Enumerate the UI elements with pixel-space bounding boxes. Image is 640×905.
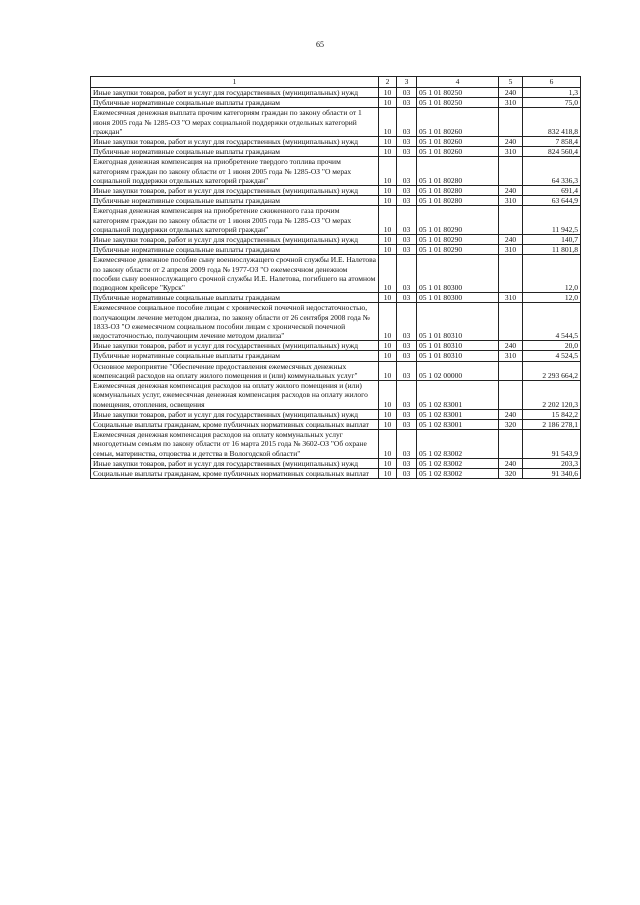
table-row	[91, 381, 581, 410]
table-row	[91, 108, 581, 137]
row-expense-type: 240	[499, 88, 523, 98]
row-name: Ежегодная денежная компенсация на приобретение твердого топлива прочим категориям граждан по закону области от 1 июня 2005 года № 1285-ОЗ "О мерах социальной поддержки отдельных категорий граждан"	[91, 157, 379, 186]
table-header-row	[91, 77, 581, 88]
table-row	[91, 196, 581, 206]
row-target-code: 05 1 01 80280	[417, 196, 499, 206]
row-sum: 2 293 664,2	[523, 361, 581, 380]
row-expense-type: 240	[499, 186, 523, 196]
page-number: 65	[316, 40, 324, 49]
header-col-target-code: 4	[417, 77, 499, 88]
header-col-name: 1	[91, 77, 379, 88]
table-row	[91, 98, 581, 108]
row-subchapter: 03	[397, 235, 417, 245]
table-row	[91, 419, 581, 429]
table-row	[91, 430, 581, 459]
row-chapter: 10	[379, 468, 397, 478]
row-target-code: 05 1 01 80310	[417, 303, 499, 341]
row-subchapter: 03	[397, 303, 417, 341]
table-row	[91, 468, 581, 478]
row-target-code: 05 1 01 80250	[417, 88, 499, 98]
row-chapter: 10	[379, 255, 397, 293]
row-sum: 140,7	[523, 235, 581, 245]
row-subchapter: 03	[397, 341, 417, 351]
row-chapter: 10	[379, 458, 397, 468]
row-chapter: 10	[379, 351, 397, 361]
row-expense-type	[499, 255, 523, 293]
row-target-code: 05 1 01 80280	[417, 157, 499, 186]
table-row	[91, 147, 581, 157]
header-col-sum: 6	[523, 77, 581, 88]
row-subchapter: 03	[397, 458, 417, 468]
row-subchapter: 03	[397, 88, 417, 98]
row-target-code: 05 1 02 83002	[417, 468, 499, 478]
row-expense-type: 240	[499, 137, 523, 147]
row-name: Иные закупки товаров, работ и услуг для государственных (муниципальных) нужд	[91, 235, 379, 245]
row-chapter: 10	[379, 108, 397, 137]
row-chapter: 10	[379, 157, 397, 186]
row-target-code: 05 1 02 83002	[417, 430, 499, 459]
row-subchapter: 03	[397, 137, 417, 147]
row-sum: 91 340,6	[523, 468, 581, 478]
table-row	[91, 186, 581, 196]
table-row	[91, 351, 581, 361]
row-sum: 15 842,2	[523, 409, 581, 419]
row-target-code: 05 1 01 80280	[417, 186, 499, 196]
row-name: Публичные нормативные социальные выплаты гражданам	[91, 147, 379, 157]
row-target-code: 05 1 01 80260	[417, 108, 499, 137]
table-row	[91, 293, 581, 303]
row-name: Ежемесячное денежное пособие сыну военнослужащего срочной службы И.Е. Налетова по закону области от 2 апреля 2009 года № 1977-ОЗ "О ежемесячном денежном пособии сыну военнослужащего срочной службы И.Е. Налетова, погибшего на атомном подводном крейсере "Курск"	[91, 255, 379, 293]
row-name: Основное мероприятие "Обеспечение предоставления ежемесячных денежных компенсаций расходов на оплату жилого помещения и (или) коммунальных услуг"	[91, 361, 379, 380]
row-name: Публичные нормативные социальные выплаты гражданам	[91, 98, 379, 108]
row-chapter: 10	[379, 293, 397, 303]
row-expense-type	[499, 206, 523, 235]
row-name: Иные закупки товаров, работ и услуг для государственных (муниципальных) нужд	[91, 409, 379, 419]
budget-table	[90, 76, 581, 479]
row-chapter: 10	[379, 419, 397, 429]
table-row	[91, 245, 581, 255]
row-name: Иные закупки товаров, работ и услуг для государственных (муниципальных) нужд	[91, 137, 379, 147]
row-sum: 63 644,9	[523, 196, 581, 206]
row-name: Иные закупки товаров, работ и услуг для государственных (муниципальных) нужд	[91, 186, 379, 196]
row-subchapter: 03	[397, 381, 417, 410]
row-target-code: 05 1 01 80250	[417, 98, 499, 108]
table-row	[91, 235, 581, 245]
row-chapter: 10	[379, 245, 397, 255]
row-expense-type: 240	[499, 409, 523, 419]
row-sum: 4 544,5	[523, 303, 581, 341]
row-target-code: 05 1 01 80290	[417, 245, 499, 255]
table-row	[91, 88, 581, 98]
row-sum: 2 202 120,3	[523, 381, 581, 410]
row-name: Публичные нормативные социальные выплаты гражданам	[91, 196, 379, 206]
row-sum: 824 560,4	[523, 147, 581, 157]
row-expense-type: 310	[499, 245, 523, 255]
row-sum: 1,3	[523, 88, 581, 98]
row-expense-type: 240	[499, 458, 523, 468]
row-sum: 11 942,5	[523, 206, 581, 235]
row-target-code: 05 1 02 83001	[417, 409, 499, 419]
row-subchapter: 03	[397, 245, 417, 255]
row-target-code: 05 1 01 80300	[417, 255, 499, 293]
row-subchapter: 03	[397, 196, 417, 206]
row-subchapter: 03	[397, 361, 417, 380]
row-expense-type: 310	[499, 351, 523, 361]
row-sum: 203,3	[523, 458, 581, 468]
row-sum: 4 524,5	[523, 351, 581, 361]
row-sum: 12,0	[523, 293, 581, 303]
row-name: Публичные нормативные социальные выплаты гражданам	[91, 351, 379, 361]
row-subchapter: 03	[397, 147, 417, 157]
table-row	[91, 137, 581, 147]
row-name: Ежемесячная денежная компенсация расходов на оплату коммунальных услуг многодетным семьям по закону области от 16 марта 2015 года № 3602-ОЗ "Об охране семьи, материнства, отцовства и детства в Вологодской области"	[91, 430, 379, 459]
row-sum: 2 186 278,1	[523, 419, 581, 429]
row-expense-type: 320	[499, 468, 523, 478]
row-target-code: 05 1 01 80290	[417, 235, 499, 245]
row-chapter: 10	[379, 381, 397, 410]
header-col-chapter: 2	[379, 77, 397, 88]
row-chapter: 10	[379, 137, 397, 147]
row-subchapter: 03	[397, 98, 417, 108]
row-chapter: 10	[379, 409, 397, 419]
row-target-code: 05 1 01 80260	[417, 147, 499, 157]
row-name: Публичные нормативные социальные выплаты гражданам	[91, 245, 379, 255]
row-sum: 12,0	[523, 255, 581, 293]
row-chapter: 10	[379, 235, 397, 245]
row-expense-type: 240	[499, 235, 523, 245]
row-subchapter: 03	[397, 255, 417, 293]
row-chapter: 10	[379, 341, 397, 351]
row-sum: 20,0	[523, 341, 581, 351]
table-row	[91, 409, 581, 419]
row-name: Иные закупки товаров, работ и услуг для государственных (муниципальных) нужд	[91, 88, 379, 98]
row-chapter: 10	[379, 361, 397, 380]
row-sum: 7 858,4	[523, 137, 581, 147]
row-subchapter: 03	[397, 108, 417, 137]
row-subchapter: 03	[397, 186, 417, 196]
row-subchapter: 03	[397, 293, 417, 303]
row-expense-type	[499, 381, 523, 410]
header-col-expense-type: 5	[499, 77, 523, 88]
table-row	[91, 458, 581, 468]
row-expense-type	[499, 430, 523, 459]
table-row	[91, 361, 581, 380]
row-name: Иные закупки товаров, работ и услуг для государственных (муниципальных) нужд	[91, 458, 379, 468]
row-name: Ежегодная денежная компенсация на приобретение сжиженного газа прочим категориям граждан по закону области от 1 июня 2005 года № 1285-ОЗ "О мерах социальной поддержки отдельных категорий граждан"	[91, 206, 379, 235]
row-expense-type: 240	[499, 341, 523, 351]
row-expense-type: 310	[499, 147, 523, 157]
row-target-code: 05 1 01 80310	[417, 341, 499, 351]
row-target-code: 05 1 01 80260	[417, 137, 499, 147]
row-name: Ежемесячное социальное пособие лицам с хронической почечной недостаточностью, получающим лечение методом диализа, по закону области от 26 сентября 2008 года № 1833-ОЗ "О ежемесячном социальном пособии лицам с хронической почечной недостаточностью, получающим лечение методом диализа"	[91, 303, 379, 341]
row-sum: 75,0	[523, 98, 581, 108]
row-target-code: 05 1 01 80310	[417, 351, 499, 361]
row-name: Публичные нормативные социальные выплаты гражданам	[91, 293, 379, 303]
row-name: Ежемесячная денежная выплата прочим категориям граждан по закону области от 1 июня 2005 года № 1285-ОЗ "О мерах социальной поддержки отдельных категорий граждан"	[91, 108, 379, 137]
row-chapter: 10	[379, 430, 397, 459]
row-subchapter: 03	[397, 468, 417, 478]
row-chapter: 10	[379, 196, 397, 206]
row-expense-type	[499, 303, 523, 341]
row-subchapter: 03	[397, 351, 417, 361]
row-subchapter: 03	[397, 430, 417, 459]
row-expense-type: 310	[499, 293, 523, 303]
row-subchapter: 03	[397, 409, 417, 419]
row-chapter: 10	[379, 88, 397, 98]
table-row	[91, 255, 581, 293]
row-expense-type: 310	[499, 196, 523, 206]
row-subchapter: 03	[397, 206, 417, 235]
row-chapter: 10	[379, 186, 397, 196]
row-expense-type: 310	[499, 98, 523, 108]
row-name: Иные закупки товаров, работ и услуг для государственных (муниципальных) нужд	[91, 341, 379, 351]
table-row	[91, 206, 581, 235]
row-subchapter: 03	[397, 419, 417, 429]
table-row	[91, 303, 581, 341]
header-col-subchapter: 3	[397, 77, 417, 88]
row-target-code: 05 1 02 83001	[417, 381, 499, 410]
row-name: Ежемесячная денежная компенсация расходов на оплату жилого помещения и (или) коммунальных услуг, ежемесячная денежная компенсация расходов на оплату жилого помещения, отопления, освещения	[91, 381, 379, 410]
row-target-code: 05 1 02 00000	[417, 361, 499, 380]
row-subchapter: 03	[397, 157, 417, 186]
row-chapter: 10	[379, 206, 397, 235]
row-target-code: 05 1 02 83002	[417, 458, 499, 468]
row-chapter: 10	[379, 147, 397, 157]
row-chapter: 10	[379, 303, 397, 341]
row-target-code: 05 1 01 80300	[417, 293, 499, 303]
row-target-code: 05 1 01 80290	[417, 206, 499, 235]
row-chapter: 10	[379, 98, 397, 108]
row-sum: 832 418,8	[523, 108, 581, 137]
row-expense-type	[499, 361, 523, 380]
row-sum: 11 801,8	[523, 245, 581, 255]
row-expense-type	[499, 108, 523, 137]
row-target-code: 05 1 02 83001	[417, 419, 499, 429]
row-expense-type: 320	[499, 419, 523, 429]
table-row	[91, 341, 581, 351]
row-sum: 91 543,9	[523, 430, 581, 459]
row-expense-type	[499, 157, 523, 186]
row-sum: 64 336,3	[523, 157, 581, 186]
table-row	[91, 157, 581, 186]
row-sum: 691,4	[523, 186, 581, 196]
row-name: Социальные выплаты гражданам, кроме публичных нормативных социальных выплат	[91, 468, 379, 478]
row-name: Социальные выплаты гражданам, кроме публичных нормативных социальных выплат	[91, 419, 379, 429]
